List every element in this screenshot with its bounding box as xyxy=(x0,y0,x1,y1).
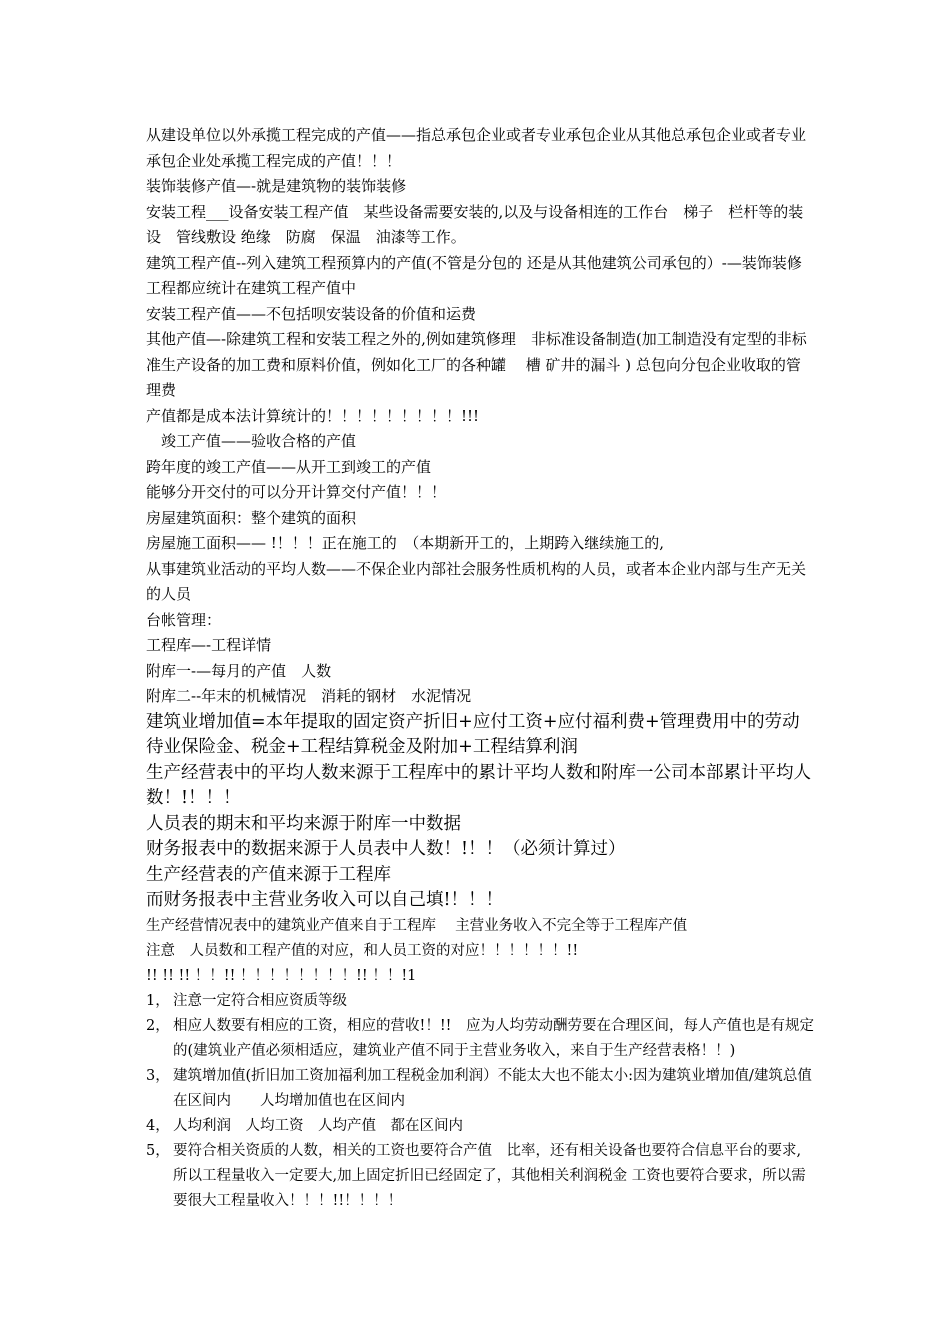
document-page xyxy=(146,123,814,1214)
paragraph: 注意 人员数和工程产值的对应，和人员工资的对应！！！！！！!! xyxy=(146,942,579,959)
list-item xyxy=(146,1114,814,1139)
paragraph: 房屋施工面积—— !！！！正在施工的 （本期新开工的，上期跨入继续施工的, xyxy=(146,534,665,552)
list-number: 1， xyxy=(146,992,170,1009)
list-item xyxy=(146,989,814,1014)
list-item-text: 要符合相关资质的人数，相关的工资也要符合产值 比率，还有相关设备也要符合信息平台的要求,所以工程量收入一定要大,加上固定折旧已经固定了，其他相关利润税金 工资也要符合要求，所以需要很大工程量收入！！！!!！！！！ xyxy=(173,1142,806,1209)
paragraph: 从建设单位以外承揽工程完成的产值——指总承包企业或者专业承包企业从其他总承包企业或者专业承包企业处承揽工程完成的产值！！！ xyxy=(146,126,807,170)
list-item xyxy=(146,1064,814,1114)
paragraph: 附库一-—每月的产值 人数 xyxy=(146,661,332,680)
large-paragraph: 而财务报表中主营业务收入可以自己填!！！！ xyxy=(146,890,504,910)
paragraph: 产值都是成本法计算统计的！！！！！！！！！!!! xyxy=(146,406,480,425)
list-item xyxy=(146,1139,814,1214)
large-paragraph: 建筑业增加值=本年提取的固定资产折旧+应付工资+应付福利费+管理费用中的劳动待业保险金、税金+工程结算税金及附加+工程结算利润 xyxy=(146,711,800,757)
paragraph: 房屋建筑面积：整个建筑的面积 xyxy=(146,508,357,527)
large-paragraph: 人员表的期末和平均来源于附库一中数据 xyxy=(146,813,461,834)
paragraph: 台帐管理： xyxy=(146,610,222,629)
list-item xyxy=(146,1014,814,1064)
paragraph: 生产经营情况表中的建筑业产值来自于工程库 主营业务收入不完全等于工程库产值 xyxy=(146,917,688,934)
paragraph: 工程库—-工程详情 xyxy=(146,636,272,654)
paragraph: 从事建筑业活动的平均人数——不保企业内部社会服务性质机构的人员，或者本企业内部与生产无关的人员 xyxy=(146,559,807,603)
large-paragraph: 财务报表中的数据来源于人员表中人数！!！！（必须计算过） xyxy=(146,839,626,859)
list-item-text: 相应人数要有相应的工资，相应的营收!！!! 应为人均劳动酬劳要在合理区间，每人产值也是有规定的(建筑业产值必须相适应，建筑业产值不同于主营业务收入，来自于生产经营表格！！) xyxy=(173,1017,814,1059)
list-item-text: 建筑增加值(折旧加工资加福利加工程税金加利润）不能太大也不能太小:因为建筑业增加值/建筑总值 在区间内 人均增加值也在区间内 xyxy=(173,1067,812,1109)
large-paragraph: 生产经营表的产值来源于工程库 xyxy=(146,864,391,885)
paragraph: 安装工程产值——不包括呗安装设备的价值和运费 xyxy=(146,304,477,323)
list-number: 4， xyxy=(146,1117,170,1134)
list-item-text: 人均利润 人均工资 人均产值 都在区间内 xyxy=(173,1117,463,1134)
paragraph: !! !! !! ！！!! ！！！！！！！！!! ！！!1 xyxy=(146,967,417,984)
list-number: 3， xyxy=(146,1067,170,1084)
paragraph: 能够分开交付的可以分开计算交付产值！！！ xyxy=(146,483,447,501)
paragraph: 安装工程___设备安装工程产值 某些设备需要安装的,以及与设备相连的工作台 梯子 栏杆等的装设 管线敷设 绝缘 防腐 保温 油漆等工作。 xyxy=(146,202,804,246)
paragraph: 竣工产值——验收合格的产值 xyxy=(146,432,357,450)
paragraph: 其他产值—-除建筑工程和安装工程之外的,例如建筑修理 非标准设备制造(加工制造没有定型的非标准生产设备的加工费和原料价值，例如化工厂的各种罐 槽 矿井的漏斗 ) 总包向分包企业收取的管理费 xyxy=(146,330,807,399)
list-number: 5， xyxy=(146,1142,170,1159)
list-number: 2， xyxy=(146,1017,170,1034)
paragraph: 跨年度的竣工产值——从开工到竣工的产值 xyxy=(146,457,432,476)
paragraph: 建筑工程产值--列入建筑工程预算内的产值(不管是分包的 还是从其他建筑公司承包的）-—装饰装修工程都应统计在建筑工程产值中 xyxy=(146,253,802,297)
paragraph: 装饰装修产值—-就是建筑物的装饰装修 xyxy=(146,177,407,195)
large-paragraph: 生产经营表中的平均人数来源于工程库中的累计平均人数和附库一公司本部累计平均人数！!！！！ xyxy=(146,762,811,808)
list-item-text: 注意一定符合相应资质等级 xyxy=(173,992,347,1009)
paragraph: 附库二--年末的机械情况 消耗的钢材 水泥情况 xyxy=(146,687,472,705)
numbered-list xyxy=(146,989,814,1214)
